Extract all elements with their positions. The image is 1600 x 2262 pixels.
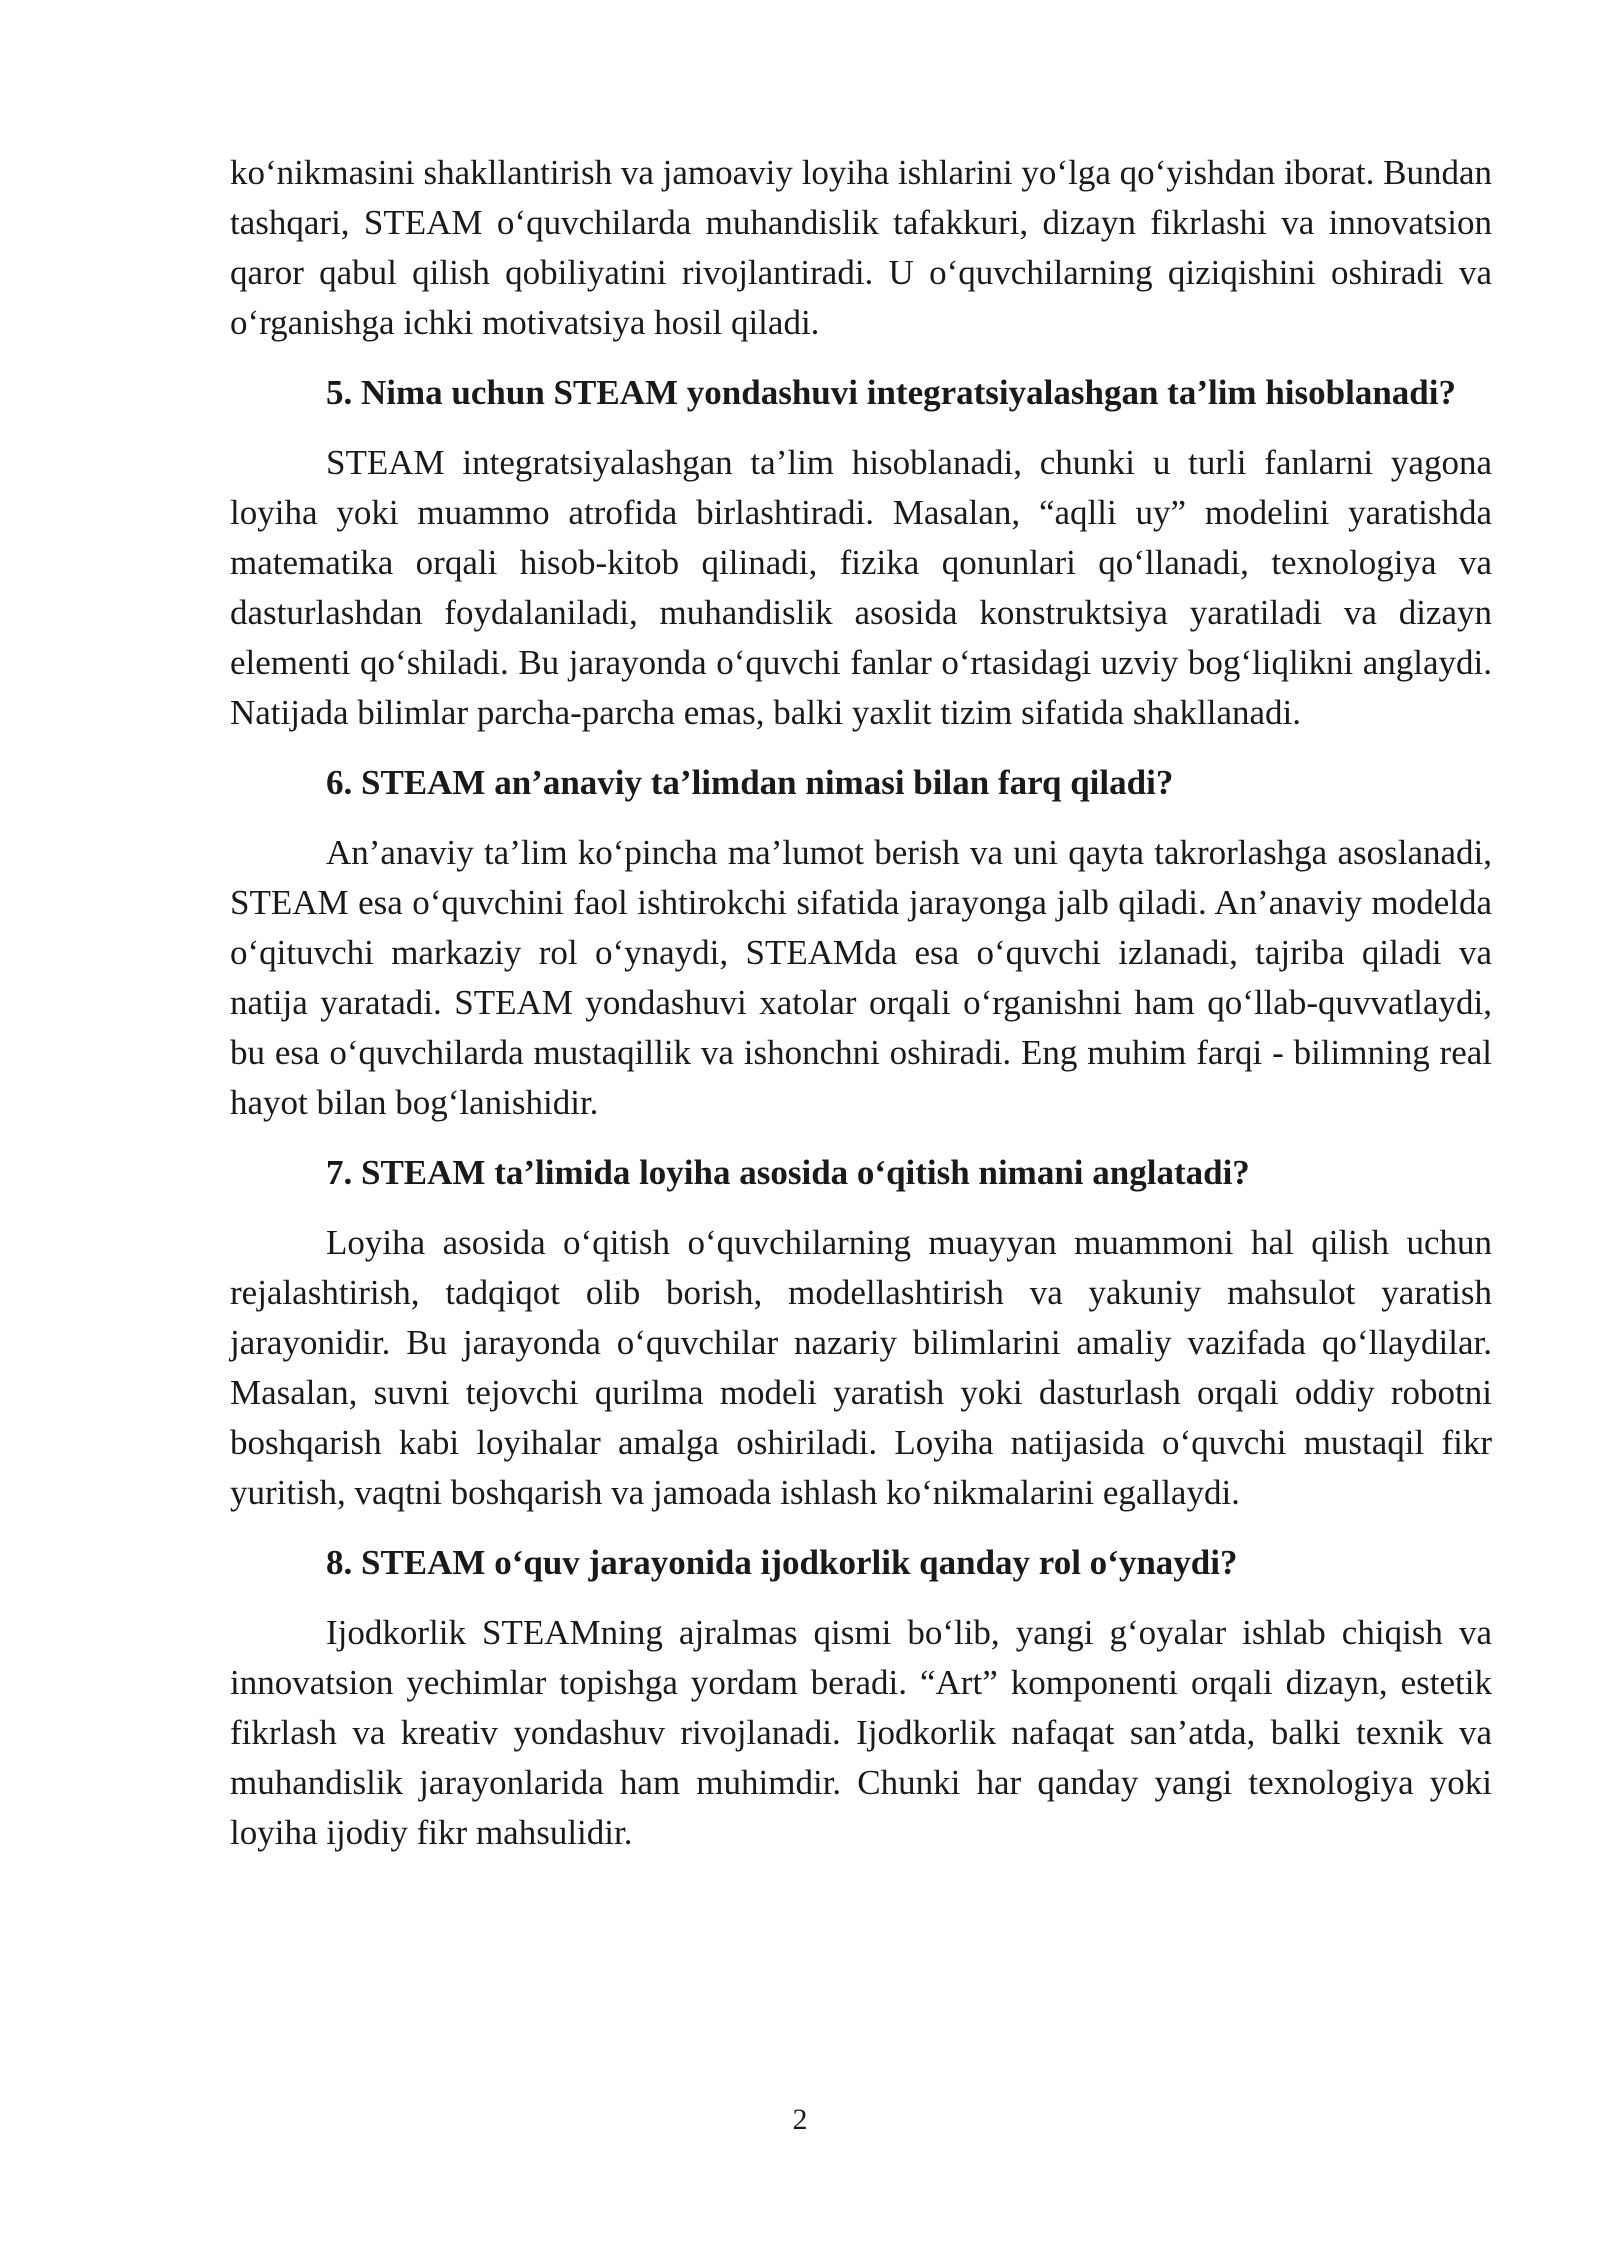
- heading-question-6: 6. STEAM an’anaviy ta’limdan nimasi bilan farq qiladi?: [326, 763, 1174, 802]
- paragraph-answer-8: Ijodkorlik STEAMning ajralmas qismi bo‘lib, yangi g‘oyalar ishlab chiqish va innovatsion yechimlar topishga yordam beradi. “Art” komponenti orqali dizayn, estetik fikrlash va kreativ yondashuv rivojlanadi. Ijodkorlik nafaqat san’atda, balki texnik va muhandislik jarayonlarida ham muhimdir. Chunki har qanday yangi texnologiya yoki loyiha ijodiy fikr mahsulidir.: [230, 1613, 1492, 1852]
- heading-question-7: 7. STEAM ta’limida loyiha asosida o‘qitish nimani anglatadi?: [326, 1153, 1250, 1192]
- paragraph-answer-5: STEAM integratsiyalashgan ta’lim hisoblanadi, chunki u turli fanlarni yagona loyiha yoki muammo atrofida birlashtiradi. Masalan, “aqlli uy” modelini yaratishda matematika orqali hisob-kitob qilinadi, fizika qonunlari qo‘llanadi, texnologiya va dasturlashdan foydalaniladi, muhandislik asosida konstruktsiya yaratiladi va dizayn elementi qo‘shiladi. Bu jarayonda o‘quvchi fanlar o‘rtasidagi uzviy bog‘liqlikni anglaydi. Natijada bilimlar parcha-parcha emas, balki yaxlit tizim sifatida shakllanadi.: [230, 443, 1492, 732]
- paragraph-intro-continuation: ko‘nikmasini shakllantirish va jamoaviy loyiha ishlarini yo‘lga qo‘yishdan iborat. Bundan tashqari, STEAM o‘quvchilarda muhandislik tafakkuri, dizayn fikrlashi va innovatsion qaror qabul qilish qobiliyatini rivojlantiradi. U o‘quvchilarning qiziqishini oshiradi va o‘rganishga ichki motivatsiya hosil qiladi.: [230, 153, 1492, 342]
- heading-question-8: 8. STEAM o‘quv jarayonida ijodkorlik qanday rol o‘ynaydi?: [326, 1543, 1238, 1582]
- page-body: [230, 148, 1492, 1858]
- heading-question-5: 5. Nima uchun STEAM yondashuvi integratsiyalashgan ta’lim hisoblanadi?: [326, 373, 1456, 412]
- paragraph-answer-6: An’anaviy ta’lim ko‘pincha ma’lumot berish va uni qayta takrorlashga asoslanadi, STEAM esa o‘quvchini faol ishtirokchi sifatida jarayonga jalb qiladi. An’anaviy modelda o‘qituvchi markaziy rol o‘ynaydi, STEAMda esa o‘quvchi izlanadi, tajriba qiladi va natija yaratadi. STEAM yondashuvi xatolar orqali o‘rganishni ham qo‘llab-quvvatlaydi, bu esa o‘quvchilarda mustaqillik va ishonchni oshiradi. Eng muhim farqi - bilimning real hayot bilan bog‘lanishidir.: [230, 833, 1492, 1122]
- paragraph-answer-7: Loyiha asosida o‘qitish o‘quvchilarning muayyan muammoni hal qilish uchun rejalashtirish, tadqiqot olib borish, modellashtirish va yakuniy mahsulot yaratish jarayonidir. Bu jarayonda o‘quvchilar nazariy bilimlarini amaliy vazifada qo‘llaydilar. Masalan, suvni tejovchi qurilma modeli yaratish yoki dasturlash orqali oddiy robotni boshqarish kabi loyihalar amalga oshiriladi. Loyiha natijasida o‘quvchi mustaqil fikr yuritish, vaqtni boshqarish va jamoada ishlash ko‘nikmalarini egallaydi.: [230, 1223, 1492, 1512]
- page-number: 2: [792, 2103, 808, 2136]
